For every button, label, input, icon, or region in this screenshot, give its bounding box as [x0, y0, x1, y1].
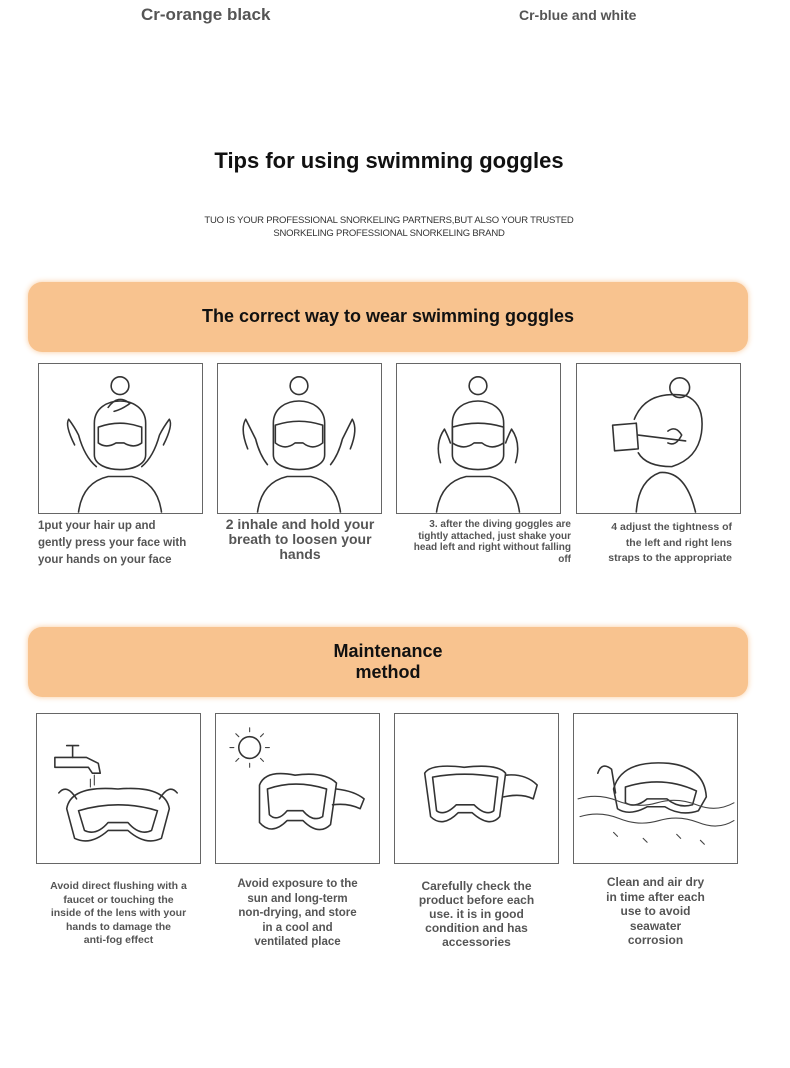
caption-line: off [558, 553, 571, 565]
caption-line: straps to the appropriate [608, 552, 732, 564]
caption-line: condition and has [425, 921, 528, 935]
caption-line: 1put your hair up and [38, 520, 156, 532]
wear-section-banner [28, 282, 748, 352]
step-4-caption [586, 520, 732, 567]
step-1-caption [38, 518, 213, 569]
caption-line: sun and long-term [247, 892, 348, 905]
mask-icon [395, 714, 558, 863]
caption-line: tightly attached, just shake your [418, 530, 571, 542]
caption-line: use. it is in good [429, 907, 524, 921]
step-3-illustration [396, 363, 561, 514]
maintenance-3-illustration [394, 713, 559, 864]
tagline-line-2: SNORKELING PROFESSIONAL SNORKELING BRAND [273, 228, 505, 239]
faucet-mask-icon [37, 714, 200, 863]
caption-line: in a cool and [262, 921, 333, 934]
caption-line: 3. after the diving goggles are [429, 519, 571, 530]
page-title: Tips for using swimming goggles [214, 148, 564, 173]
caption-line: hands to damage the [65, 920, 171, 933]
caption-line: anti-fog effect [83, 934, 154, 946]
caption-line: use to avoid [620, 904, 691, 918]
maintenance-4-caption [573, 875, 738, 948]
maintenance-1-illustration [36, 713, 201, 864]
caption-line: Clean and air dry [606, 875, 705, 889]
caption-line: 4 adjust the tightness of [611, 521, 732, 533]
sun-mask-icon [216, 714, 379, 863]
step-2-illustration [217, 363, 382, 514]
caption-line: your hands on your face [38, 554, 172, 566]
caption-line: non-drying, and store [238, 907, 357, 919]
maintenance-title-line-1: Maintenance [333, 641, 443, 661]
maintenance-2-illustration [215, 713, 380, 864]
woman-shaking-head-icon [397, 364, 560, 513]
caption-line: seawater [629, 918, 682, 933]
caption-line: Avoid direct flushing with a [50, 880, 187, 892]
tagline-line-1: TUO IS YOUR PROFESSIONAL SNORKELING PARTNERS,BUT ALSO YOUR TRUSTED [204, 215, 574, 226]
woman-pressing-mask-icon [39, 364, 202, 513]
maintenance-3-caption [394, 879, 559, 949]
caption-line: 2 inhale and hold your [225, 516, 375, 532]
brand-tagline [0, 214, 778, 240]
caption-line: Avoid exposure to the [237, 878, 358, 890]
caption-line: the left and right lens [625, 536, 732, 549]
maintenance-4-illustration [573, 713, 738, 864]
caption-line: product before each [418, 893, 535, 907]
caption-line: ventilated place [254, 936, 341, 948]
maintenance-2-caption [215, 877, 380, 950]
caption-line: hands [279, 546, 321, 562]
step-3-caption [386, 519, 571, 565]
caption-line: in time after each [606, 889, 705, 904]
step-4-illustration [576, 363, 741, 514]
maintenance-title-line-2: method [355, 662, 421, 682]
wear-section-title: The correct way to wear swimming goggles [201, 306, 575, 326]
variant-label-orange-black: Cr-orange black [141, 5, 271, 24]
variant-label-blue-white: Cr-blue and white [519, 7, 637, 23]
maintenance-1-caption [36, 880, 201, 948]
seawater-mask-icon [574, 714, 737, 863]
caption-line: inside of the lens with your [50, 907, 187, 919]
caption-line: Carefully check the [421, 879, 532, 893]
caption-line: accessories [442, 935, 511, 949]
step-1-illustration [38, 363, 203, 514]
caption-line: head left and right without falling [413, 542, 571, 553]
caption-line: gently press your face with [38, 537, 187, 549]
woman-holding-breath-icon [218, 364, 381, 513]
step-2-caption [212, 517, 388, 562]
adjust-strap-icon [577, 364, 740, 513]
maintenance-section-banner [28, 627, 748, 697]
caption-line: faucet or touching the [63, 893, 174, 906]
caption-line: breath to loosen your [228, 531, 372, 547]
caption-line: corrosion [627, 933, 684, 947]
